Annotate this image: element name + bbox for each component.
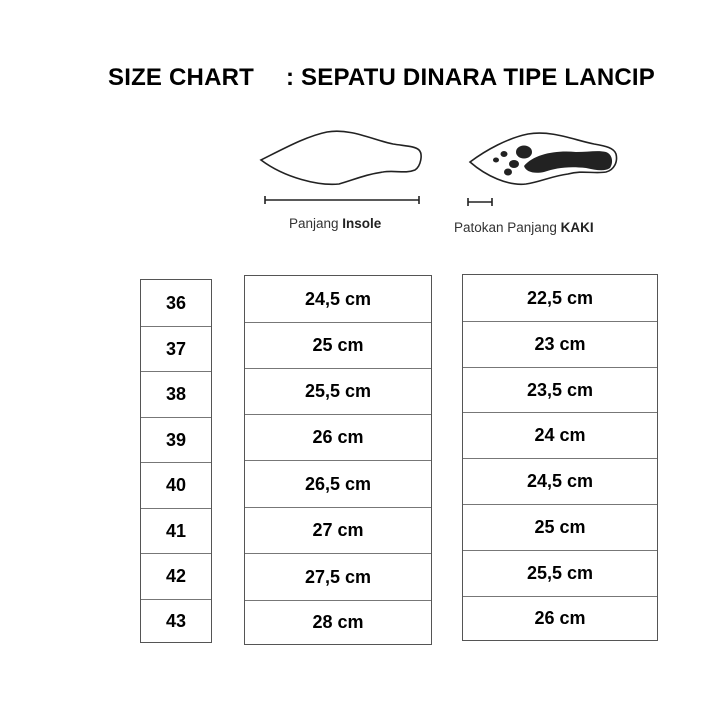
footprint-icon: [452, 124, 622, 214]
size-cell: 36: [165, 292, 187, 313]
foot-length-cell: 26 cm: [463, 596, 657, 640]
insole-length-cell: 27 cm: [245, 507, 431, 553]
foot-length-cell: 25,5 cm: [463, 550, 657, 596]
insole-length-cell: 27,5 cm: [245, 553, 431, 600]
insole-length-cell: 24,5 cm: [304, 288, 372, 309]
foot-length-cell: 22,5 cm: [526, 287, 594, 308]
insole-length-cell: 26 cm: [245, 414, 431, 460]
size-cell: 40: [141, 462, 211, 508]
foot-length-cell: 23,5 cm: [463, 367, 657, 412]
title-product: : SEPATU DINARA TIPE LANCIP: [286, 64, 655, 91]
insole-figure: [255, 122, 430, 237]
title-label: SIZE CHART: [108, 64, 254, 91]
foot-figure: [452, 124, 622, 239]
insole-length-cell: 25 cm: [245, 322, 431, 368]
foot-length-cell: 25 cm: [463, 504, 657, 550]
foot-caption: Patokan Panjang KAKI: [454, 220, 594, 235]
size-cell: 38: [141, 371, 211, 417]
insole-length-cell: 25,5 cm: [245, 368, 431, 414]
insole-length-cell: 28 cm: [245, 600, 431, 644]
foot-length-cell: 24,5 cm: [463, 458, 657, 504]
foot-length-cell: 23 cm: [463, 321, 657, 367]
foot-length-cell: 24 cm: [463, 412, 657, 458]
insole-length-cell: 26,5 cm: [245, 460, 431, 507]
size-cell: 41: [141, 508, 211, 553]
size-cell: 43: [141, 599, 211, 642]
size-cell: 39: [141, 417, 211, 462]
insole-length-table: [244, 275, 432, 645]
foot-length-table: [462, 274, 658, 641]
insole-caption: Panjang Insole: [289, 216, 382, 231]
size-cell: 37: [141, 326, 211, 371]
size-cell: 42: [141, 553, 211, 599]
size-table: [140, 279, 212, 643]
insole-outline-icon: [255, 122, 430, 212]
